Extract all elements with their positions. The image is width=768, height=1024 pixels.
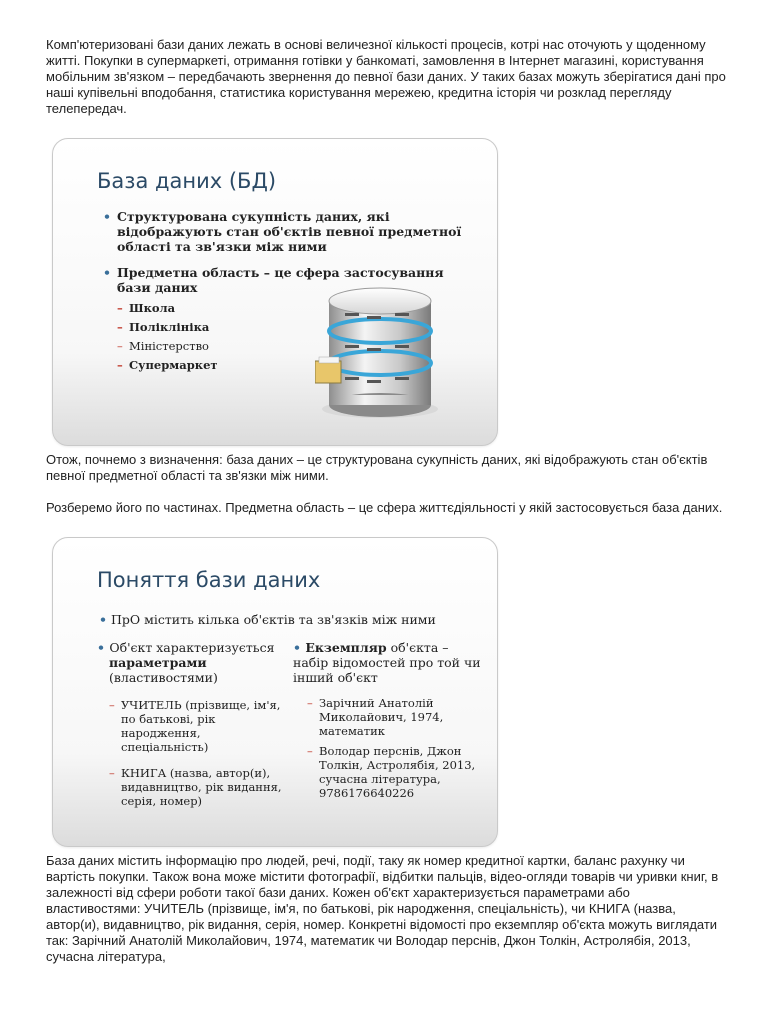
database-cylinder-icon [315, 283, 445, 423]
bullet-marker-icon: • [99, 612, 107, 627]
intro-paragraph: Комп'ютеризовані бази даних лежать в основі величезної кількості процесів, котрі нас оточують у щоденному житті. Покупки в супермаркеті, отримання готівки у банкоматі, замовлення в Інтернет магазині, користування мобільним зв'язком – передбачають звернення до певної бази даних. У таких базах можуть зберігатися дані про наші купівельні вподобання, статистика користування мережею, кредитна історія чи розклад перегляду телепередач. [46, 37, 726, 116]
bullet-marker-icon: • [293, 640, 306, 655]
right-rest: об'єкта – набір відомостей про той чи інший об'єкт [293, 640, 481, 685]
paragraph-subject-area: Розберемо його по частинах. Предметна область – це сфера життєдіяльності у якій застосовується база даних. [46, 500, 723, 515]
left-column-header [97, 640, 297, 685]
left-sub-teacher: – УЧИТЕЛЬ (прізвище, ім'я, по батькові, рік народження, спеціальність) [121, 698, 291, 754]
right-column-header [293, 640, 483, 685]
left-bold-params: параметрами [109, 655, 207, 670]
slide-database-concept [52, 537, 498, 847]
slide-database-definition [52, 138, 498, 446]
slide-title: Поняття бази даних [97, 568, 321, 592]
list-item: – Поліклініка [129, 318, 218, 337]
left-line1: • Об'єкт характеризується [97, 640, 275, 655]
bullet-objects [99, 612, 489, 627]
subject-area-list [129, 299, 218, 375]
bullet-marker-icon: • [97, 640, 110, 655]
bullet-objects-text: ПрО містить кілька об'єктів та зв'язків між ними [110, 612, 436, 627]
right-sub-teacher-instance: – Зарічний Анатолій Миколайович, 1974, математик [319, 696, 484, 738]
paragraph-definition: Отож, почнемо з визначення: база даних – це структурована сукупність даних, які відображують стан об'єктів певної предметної області та зв'язки між ними. [46, 452, 708, 483]
right-bold-instance: Екземпляр [305, 640, 387, 655]
left-line3: (властивостями) [109, 670, 218, 685]
paragraph-content: База даних містить інформацію про людей, речі, події, таку як номер кредитної картки, баланс рахунку чи вартість покупки. Також вона може містити фотографії, відбитки пальців, відео-огляди товарів чи уривки книг, в залежності від сфери роботи такої бази даних. Кожен об'єкт характеризується параметрами або властивостями: УЧИТЕЛЬ (прізвище, ім'я, по батькові, рік народження, спеціальність), чи КНИГА (назва, автор(и), видавництво, рік видання, серія, номер. Конкретні відомості про екземпляр об'єкта можуть виглядати так: Зарічний Анатолій Миколайович, 1974, математик чи Володар перснів, Джон Толкін, Астролябія, 2013, сучасна література, [46, 853, 719, 964]
list-item: – Школа [129, 299, 218, 318]
bullet-definition: • Структурована сукупність даних, які відображують стан об'єктів певної предметної області та зв'язки між ними [117, 209, 467, 254]
list-item: – Супермаркет [129, 356, 218, 375]
left-sub-book: – КНИГА (назва, автор(и), видавництво, рік видання, серія, номер) [121, 766, 291, 808]
right-sub-book-instance: – Володар перснів, Джон Толкін, Астролябія, 2013, сучасна література, 9786176640226 [319, 744, 484, 800]
list-item: – Міністерство [129, 337, 218, 356]
slide-title: База даних (БД) [97, 169, 277, 193]
bullet-subject-area: • Предметна область – це сфера застосування бази даних [117, 265, 457, 295]
